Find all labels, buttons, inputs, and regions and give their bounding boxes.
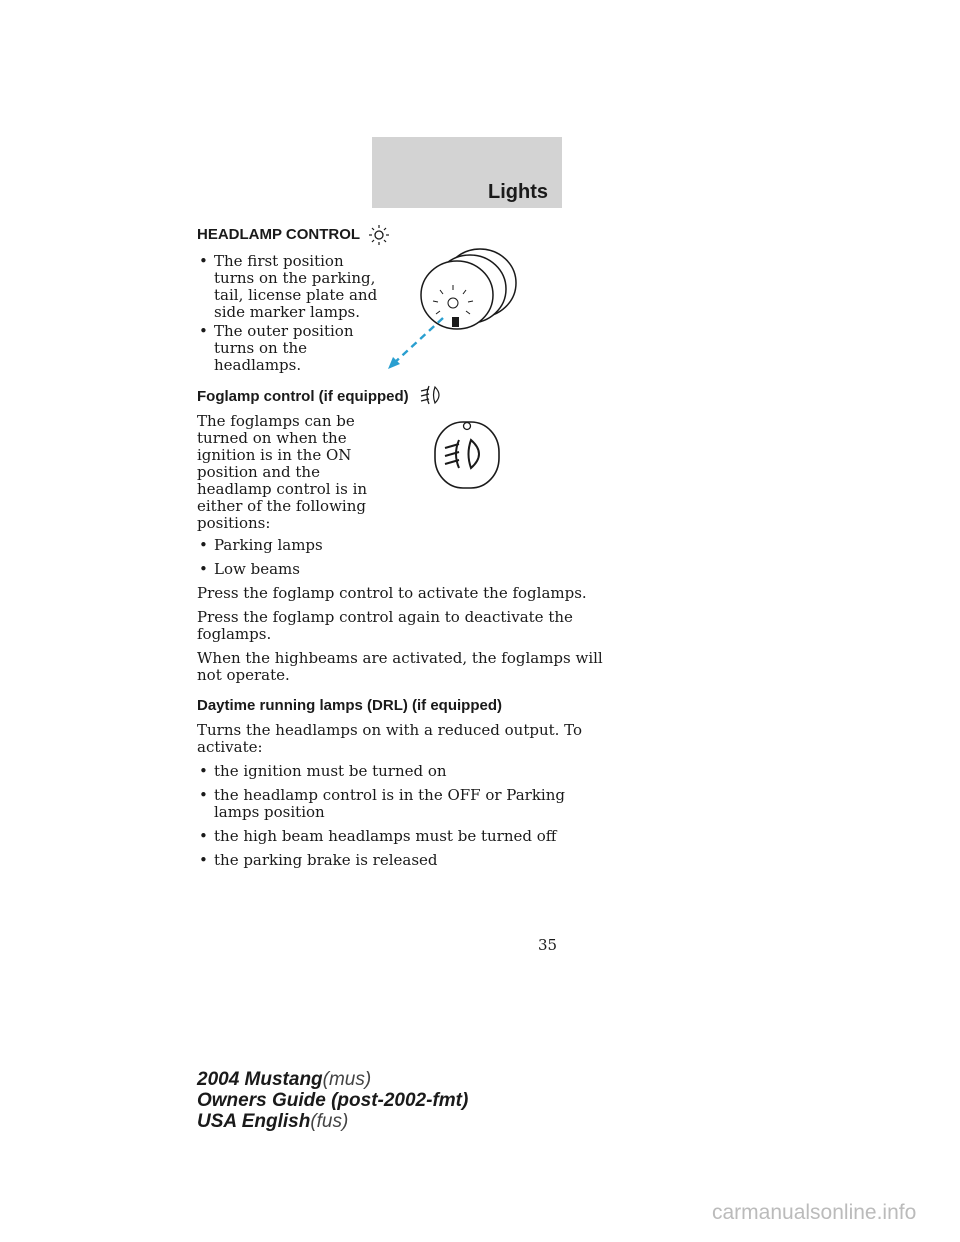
watermark[interactable]: carmanualsonline.info [712, 1201, 917, 1224]
text-line: turns on the [214, 339, 308, 357]
text-line: ignition is in the ON [197, 446, 352, 464]
text-line: position and the [197, 463, 320, 481]
text-line: positions: [197, 514, 271, 532]
text-line: activate: [197, 738, 263, 756]
text-line: Parking lamps [214, 536, 323, 554]
foglamp-paragraph [197, 609, 573, 643]
headlamp-heading-text: HEADLAMP CONTROL [197, 226, 361, 243]
text-line: the parking brake is released [214, 851, 438, 869]
footer-model: 2004 Mustang [197, 1069, 323, 1090]
text-line: the headlamp control is in the OFF or Parking [214, 786, 565, 804]
drl-bullet: • the headlamp control is in the OFF or Parking lamps position [199, 786, 565, 821]
foglamp-button [433, 416, 503, 491]
drl-bullet: • the ignition must be turned on [199, 762, 447, 780]
foglamp-heading-text: Foglamp control (if equipped) [197, 388, 409, 405]
text-line: not operate. [197, 666, 290, 684]
foglamp-paragraph [197, 650, 603, 684]
drl-heading-text: Daytime running lamps (DRL) (if equipped) [197, 697, 503, 714]
text-line: lamps position [214, 803, 325, 821]
headlamp-bullet: • The outer position turns on the headlamps. [199, 322, 354, 374]
text-line: The foglamps can be [197, 412, 355, 430]
headlamp-sun-icon [368, 224, 390, 246]
text-line: the high beam headlamps must be turned off [214, 827, 557, 845]
text-line: turns on the parking, [214, 269, 376, 287]
text-line: side marker lamps. [214, 303, 361, 321]
text-line: Low beams [214, 560, 300, 578]
text-line: The first position [214, 252, 344, 270]
text-line: Turns the headlamps on with a reduced output. To [197, 721, 583, 739]
section-tab-label: Lights [488, 181, 548, 203]
section-tab [372, 137, 562, 208]
drl-heading [197, 697, 502, 714]
drl-intro [197, 722, 582, 756]
foglamp-paragraph [197, 585, 587, 602]
document-footer [197, 1069, 468, 1132]
drl-bullet: • the parking brake is released [199, 851, 438, 869]
foglamp-bullet: • Parking lamps [199, 536, 323, 554]
text-line: either of the following [197, 497, 366, 515]
text-line: When the highbeams are activated, the foglamps will [197, 649, 603, 667]
headlamp-heading [197, 226, 360, 243]
footer-language: USA English [197, 1111, 311, 1132]
headlamp-control-knob [385, 245, 525, 370]
drl-bullet: • the high beam headlamps must be turned off [199, 827, 557, 845]
page-number: 35 [538, 936, 558, 954]
text-line: headlamps. [214, 356, 302, 374]
foglamp-icon [419, 383, 445, 407]
text-line: Press the foglamp control to activate the foglamps. [197, 584, 587, 602]
foglamp-heading [197, 388, 409, 405]
foglamp-bullet: • Low beams [199, 560, 300, 578]
text-line: tail, license plate and [214, 286, 378, 304]
footer-model-code: (mus) [322, 1069, 372, 1090]
text-line: foglamps. [197, 625, 272, 643]
text-line: Press the foglamp control again to deactivate the [197, 608, 573, 626]
text-line: The outer position [214, 322, 354, 340]
footer-language-code: (fus) [310, 1111, 349, 1132]
foglamp-intro [197, 413, 367, 532]
text-line: turned on when the [197, 429, 347, 447]
headlamp-bullet: • The first position turns on the parking, tail, license plate and side marker lamps. [199, 252, 378, 321]
text-line: headlamp control is in [197, 480, 368, 498]
text-line: the ignition must be turned on [214, 762, 447, 780]
footer-guide: Owners Guide (post-2002-fmt) [197, 1090, 469, 1111]
